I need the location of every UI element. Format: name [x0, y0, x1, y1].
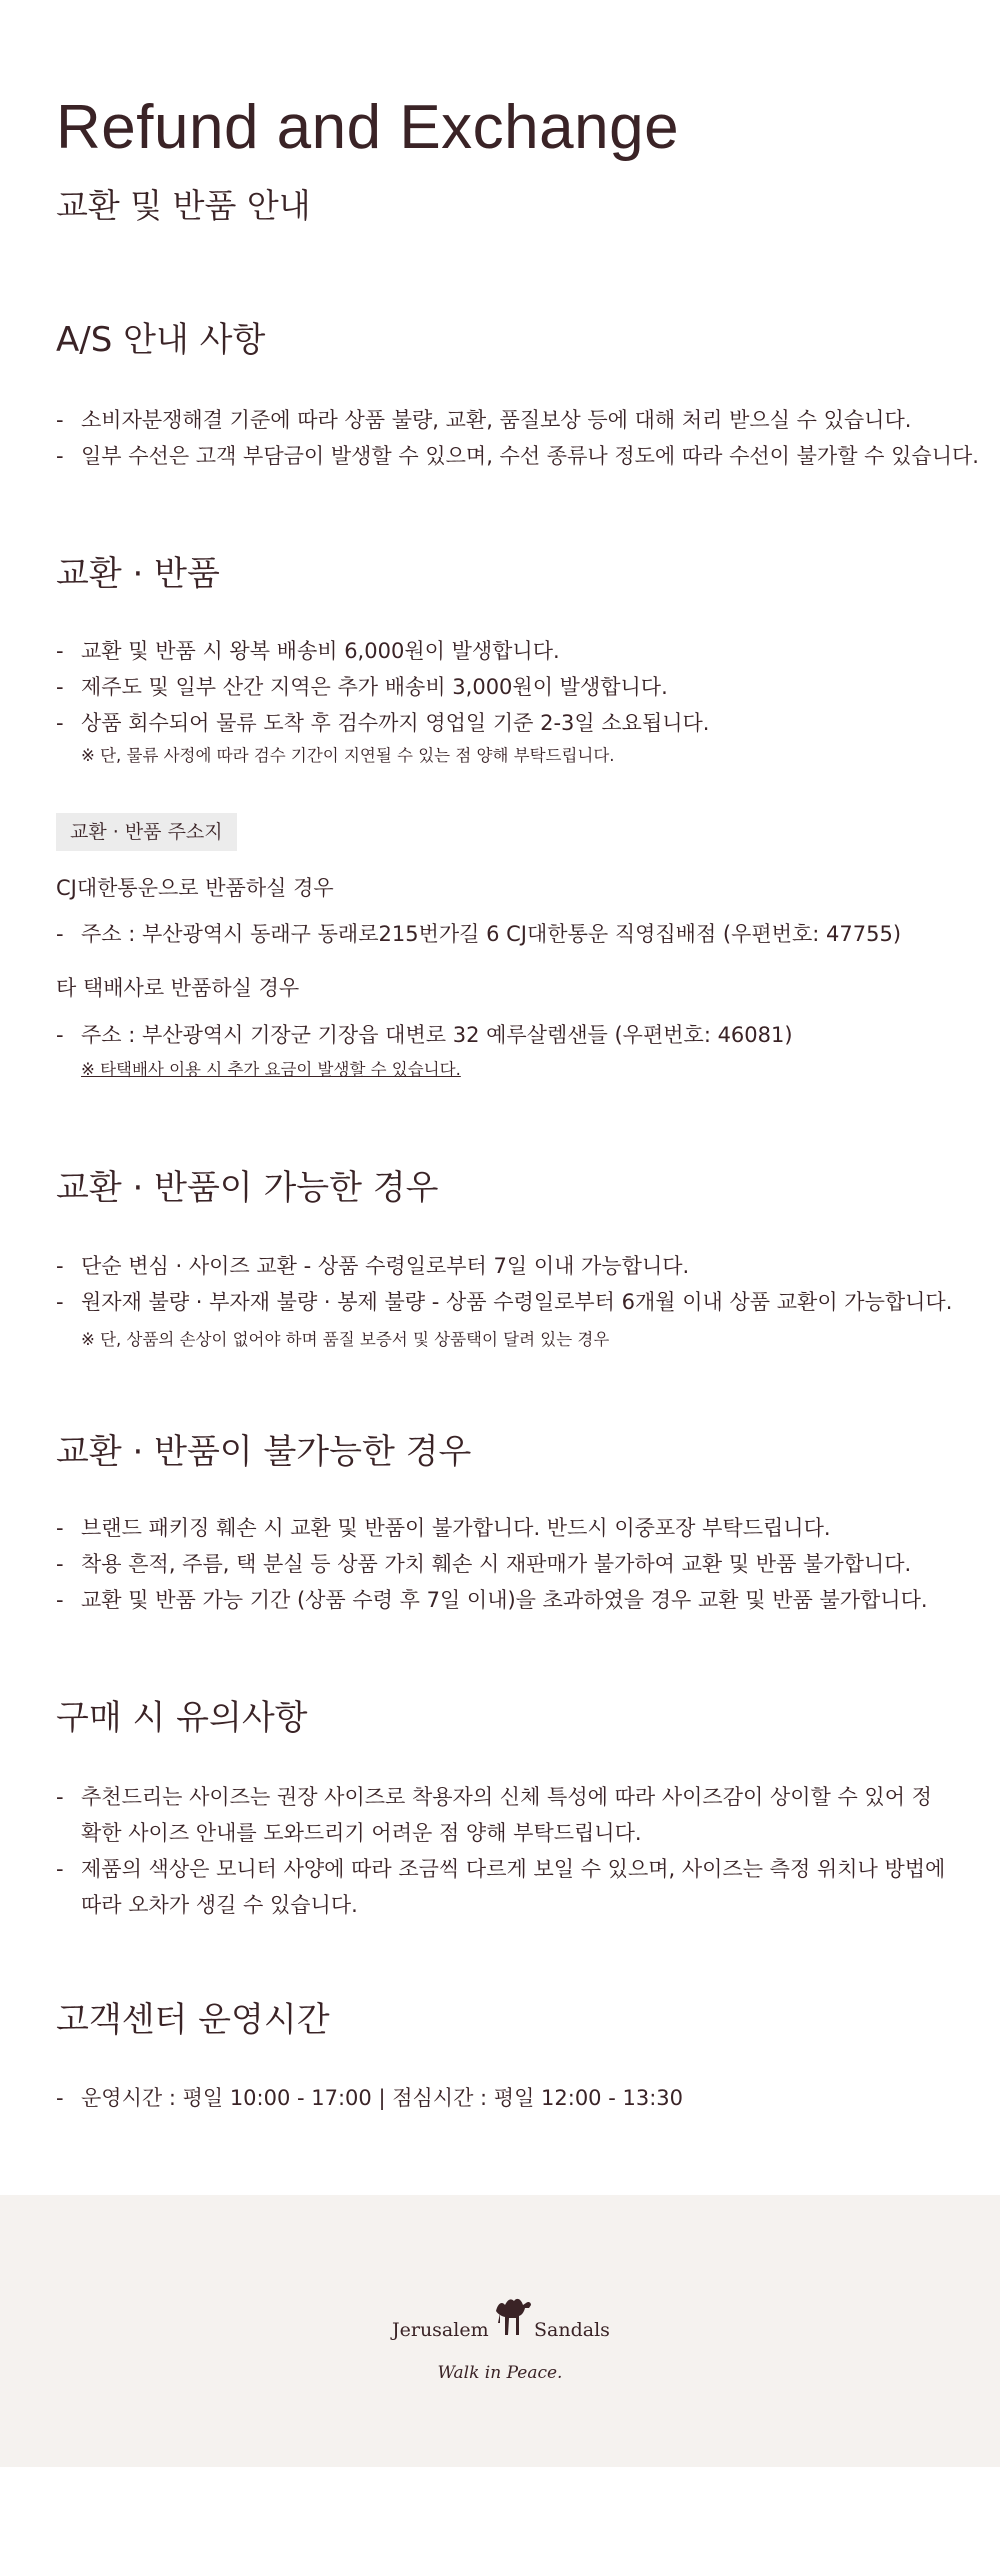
list-item: - 단순 변심 · 사이즈 교환 - 상품 수령일로부터 7일 이내 가능합니다. — [56, 1248, 956, 1284]
other-carrier-note: ※ 타택배사 이용 시 추가 요금이 발생할 수 있습니다. — [81, 1060, 461, 1079]
as-info-list — [56, 402, 979, 474]
exchange-return-heading: 교환 · 반품 — [56, 554, 220, 594]
possible-note: ※ 단, 상품의 손상이 없어야 하며 품질 보증서 및 상품택이 달려 있는 경우 — [81, 1330, 610, 1349]
possible-list — [56, 1248, 956, 1320]
brand-logo — [392, 2291, 612, 2351]
impossible-heading: 교환 · 반품이 불가능한 경우 — [56, 1432, 472, 1472]
purchase-heading: 구매 시 유의사항 — [56, 1698, 308, 1738]
purchase-list — [56, 1779, 956, 1923]
exchange-return-list — [56, 633, 956, 741]
address-tag: 교환 · 반품 주소지 — [56, 813, 237, 851]
list-item: - 착용 흔적, 주름, 택 분실 등 상품 가치 훼손 시 재판매가 불가하여 교환 및 반품 불가합니다. — [56, 1546, 956, 1582]
page-title: Refund and Exchange — [56, 93, 680, 162]
other-carrier-label: 타 택배사로 반품하실 경우 — [56, 976, 300, 1000]
logo-text-right: Sandals — [534, 2319, 610, 2341]
list-item: - 교환 및 반품 시 왕복 배송비 6,000원이 발생합니다. — [56, 633, 956, 669]
list-item: - 제주도 및 일부 산간 지역은 추가 배송비 3,000원이 발생합니다. — [56, 669, 956, 705]
list-item: - 원자재 불량 · 부자재 불량 · 봉제 불량 - 상품 수령일로부터 6개월 이내 상품 교환이 가능합니다. — [56, 1284, 956, 1320]
cj-address: - 주소 : 부산광역시 동래구 동래로215번가길 6 CJ대한통운 직영집배점 (우편번호: 47755) — [56, 916, 956, 952]
cj-address-list — [56, 916, 956, 952]
other-address-list — [56, 1017, 956, 1053]
brand-slogan: Walk in Peace. — [437, 2363, 563, 2383]
page-subtitle: 교환 및 반품 안내 — [56, 186, 311, 225]
list-item: - 브랜드 패키징 훼손 시 교환 및 반품이 불가합니다. 반드시 이중포장 부탁드립니다. — [56, 1510, 956, 1546]
other-address: - 주소 : 부산광역시 기장군 기장읍 대변로 32 예루살렘샌들 (우편번호: 46081) — [56, 1017, 956, 1053]
logo-text-left: Jerusalem — [392, 2319, 489, 2341]
possible-heading: 교환 · 반품이 가능한 경우 — [56, 1168, 439, 1208]
as-info-heading: A/S 안내 사항 — [56, 320, 266, 360]
cj-label: CJ대한통운으로 반품하실 경우 — [56, 876, 334, 900]
cs-heading: 고객센터 운영시간 — [56, 2000, 330, 2040]
impossible-list — [56, 1510, 956, 1618]
footer — [0, 2195, 1000, 2467]
list-item: - 일부 수선은 고객 부담금이 발생할 수 있으며, 수선 종류나 정도에 따라 수선이 불가할 수 있습니다. — [56, 438, 956, 474]
cs-list — [56, 2080, 956, 2116]
cs-hours: - 운영시간 : 평일 10:00 - 17:00 | 점심시간 : 평일 12:00 - 13:30 — [56, 2080, 956, 2116]
list-item: - 제품의 색상은 모니터 사양에 따라 조금씩 다르게 보일 수 있으며, 사이즈는 측정 위치나 방법에 따라 오차가 생길 수 있습니다. — [56, 1851, 956, 1923]
list-item: - 소비자분쟁해결 기준에 따라 상품 불량, 교환, 품질보상 등에 대해 처리 받으실 수 있습니다. — [56, 402, 956, 438]
list-item: - 교환 및 반품 가능 기간 (상품 수령 후 7일 이내)을 초과하였을 경우 교환 및 반품 불가합니다. — [56, 1582, 956, 1618]
list-item: - 상품 회수되어 물류 도착 후 검수까지 영업일 기준 2-3일 소요됩니다. — [56, 705, 956, 741]
exchange-return-note: ※ 단, 물류 사정에 따라 검수 기간이 지연될 수 있는 점 양해 부탁드립니다. — [81, 746, 615, 765]
camel-icon — [492, 2291, 536, 2343]
list-item: - 추천드리는 사이즈는 권장 사이즈로 착용자의 신체 특성에 따라 사이즈감이 상이할 수 있어 정확한 사이즈 안내를 도와드리기 어려운 점 양해 부탁드립니다. — [56, 1779, 941, 1851]
